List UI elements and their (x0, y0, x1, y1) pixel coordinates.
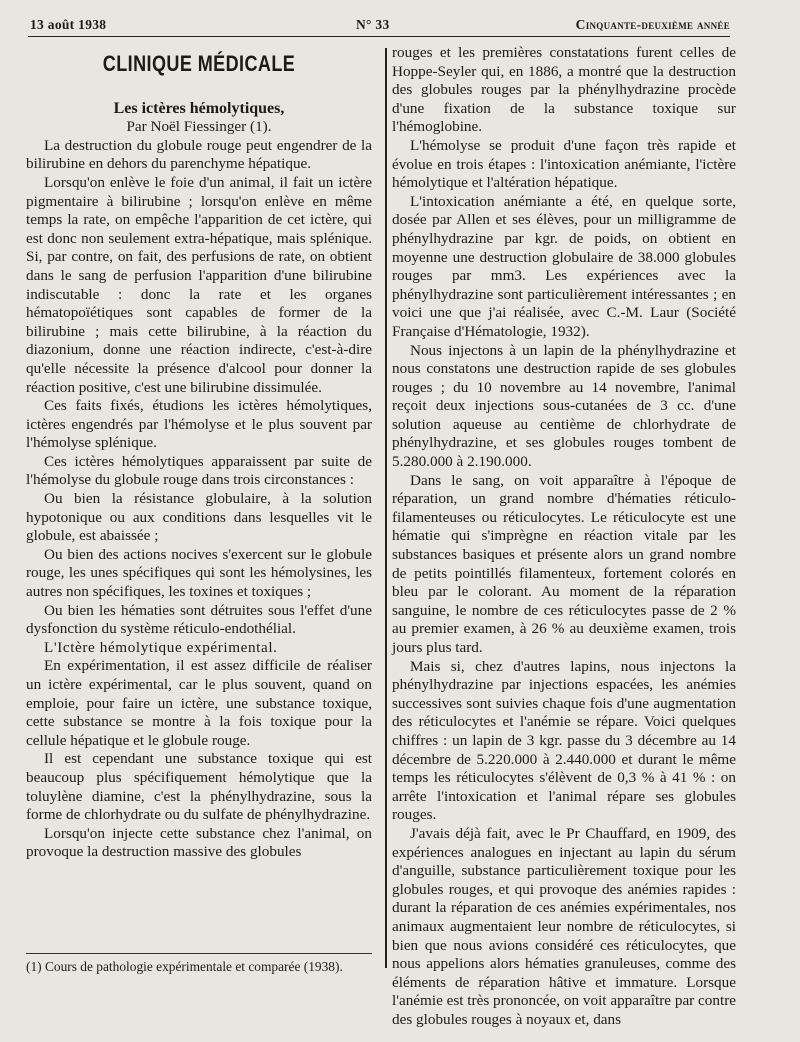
paragraph: rouges et les premières constatations furent celles de Hoppe-Seyler qui, en 1886, a montré que la destruction des globules rouges par la phénylhydrazine procède d'une fixation de la substance toxique sur l'hémoglobine. (392, 44, 736, 136)
paragraph: Lorsqu'on enlève le foie d'un animal, il fait un ictère pigmentaire à bilirubine ; lorsqu'on enlève en même temps la rate, on empêche l'apparition de cet ictère, qui est donc non seulement extra-hépatique, mais splénique. Si, par contre, on fait, des perfusions de rate, on obtient dans le sang de perfusion l'apparition d'une bilirubine indiscutable : donc la rate et les organes hématopoïétiques sont capables de former de la bilirubine ; mais cette bilirubine, à la réaction du diazonium, donne une réaction indirecte, c'est-à-dire qu'elle nécessite la présence d'alcool pour donner la réaction positive, c'est une bilirubine dissimulée. (26, 173, 372, 396)
header-issue-number: N° 33 (356, 17, 390, 32)
header-year: Cinquante-deuxième année (575, 17, 730, 32)
article-author: Par Noël Fiessinger (1). (126, 118, 272, 136)
paragraph: Mais si, chez d'autres lapins, nous injectons la phénylhydrazine par injections espacées, les anémies successives sont suivies chaque fois d'une augmentation des réticulocytes et l'anémie se répare. Voici quelques chiffres : un lapin de 3 kgr. passe du 3 décembre au 14 décembre de 5.220.000 à 2.440.000 et durant le même temps les réticulocytes s'élèvent de 0,3 % à 41 % : on arrête l'intoxication et l'animal répare ses globules rouges. (392, 657, 736, 824)
header-rule (28, 36, 730, 37)
page-header (30, 15, 730, 37)
paragraph: Ces ictères hémolytiques apparaissent par suite de l'hémolyse du globule rouge dans trois circonstances : (26, 452, 372, 489)
paragraph: Nous injectons à un lapin de la phénylhydrazine et nous constatons une destruction rapide de ses globules rouges ; du 10 novembre au 14 novembre, l'animal reçoit deux injections sous-cutanées de 3 cc. d'une solution aqueuse au centième de chlorhydrate de phénylhydrazine, et ses globules rouges tombent de 5.280.000 à 2.190.000. (392, 341, 736, 471)
paragraph: L'hémolyse se produit d'une façon très rapide et évolue en trois étapes : l'intoxication anémiante, l'ictère hémolytique et l'altération hépatique. (392, 136, 736, 192)
paragraph: L'intoxication anémiante a été, en quelque sorte, dosée par Allen et ses élèves, pour un milligramme de phénylhydrazine par kgr. de poids, on obtient en moyenne une destruction globulaire de 38.000 globules rouges par mm3. Les expériences avec la phénylhydrazine sont particulièrement intéressantes ; en voici une que j'ai réalisée, avec C.-M. Laur (Société Française d'Hématologie, 1932). (392, 192, 736, 340)
left-column (26, 51, 372, 862)
paragraph: Lorsqu'on injecte cette substance chez l'animal, on provoque la destruction massive des globules (26, 824, 372, 861)
right-column (392, 44, 736, 1029)
paragraph: J'avais déjà fait, avec le Pr Chauffard, en 1909, des expériences analogues en injectant au lapin du sérum d'anguille, substance particulièrement toxique pour les globules rouges, et qui provoque des anémies rapides : durant la réparation de ces anémies expérimentales, nos animaux augmentaient leur nombre de réticulocytes, si bien que nous avions considéré ces réticulocytes, que nous appelions alors hématies granuleuses, comme des éléments de réparation hâtive et immature. Lorsque l'anémie est très prononcée, on voit apparaître par contre des globules rouges à noyaux et, dans (392, 824, 736, 1028)
footnote: (1) Cours de pathologie expérimentale et comparée (1938). (26, 959, 343, 974)
subsection-heading: L'Ictère hémolytique expérimental. (44, 638, 278, 656)
footnote-rule (26, 953, 372, 954)
paragraph: Ces faits fixés, étudions les ictères hémolytiques, ictères engendrés par l'hémolyse et le plus souvent par l'hémolyse splénique. (26, 397, 372, 452)
paragraph: Ou bien des actions nocives s'exercent sur le globule rouge, les unes spécifiques qui sont les hémolysines, les autres non spécifiques, les toxines et toxiques ; (26, 545, 372, 601)
paragraph: La destruction du globule rouge peut engendrer de la bilirubine en dehors du parenchyme hépatique. (26, 136, 372, 173)
paragraph: Ou bien la résistance globulaire, à la solution hypotonique ou aux conditions dans lesquelles vit le globule, est abaissée ; (26, 490, 372, 545)
paragraph: Dans le sang, on voit apparaître à l'époque de réparation, un grand nombre d'hématies réticulo-filamenteuses ou réticulocytes. Le réticulocyte est une hématie qui s'imprègne en réaction vitale par les substances basiques et présente alors un grand nombre de petits pointillés filamenteux, fortement colorés en bleu par le colorant. Au moment de la réparation sanguine, le nombre de ces réticulocytes passe de 2 % au premier examen, à 26 % au deuxième examen, trois jours plus tard. (392, 471, 736, 656)
column-divider (385, 48, 387, 968)
paragraph: Il est cependant une substance toxique qui est beaucoup plus spécifiquement hémolytique que la toluylène diamine, c'est la phénylhydrazine, sous la forme de chlorhydrate ou du sulfate de phénylhydrazine. (26, 750, 372, 824)
paragraph: En expérimentation, il est assez difficile de réaliser un ictère expérimental, car le plus souvent, quand on emploie, pour faire un ictère, une substance toxique, cette substance se montre à la fois toxique pour la cellule hépatique et le globule rouge. (26, 657, 372, 749)
article-title: Les ictères hémolytiques, (113, 99, 285, 117)
header-date: 13 août 1938 (30, 17, 107, 32)
section-title: CLINIQUE MÉDICALE (102, 51, 296, 76)
paragraph: Ou bien les hématies sont détruites sous l'effet d'une dysfonction du système réticulo-endothélial. (26, 601, 372, 638)
